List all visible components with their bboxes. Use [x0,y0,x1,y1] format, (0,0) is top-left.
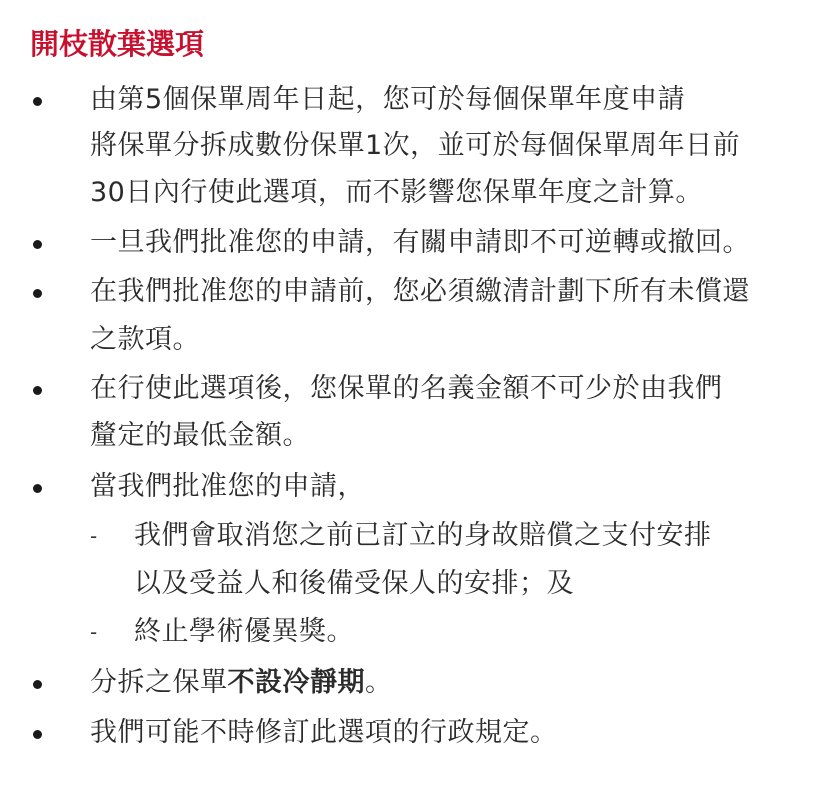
list-item-line: 釐定的最低金額。 [90,420,310,451]
list-item-line: 由第5個保單周年日起，您可於每個保單年度申請 [90,84,686,115]
section-title: 開枝散葉選項 [30,27,205,61]
list-item-line [90,665,393,701]
list-item-line: 在我們批准您的申請前，您必須繳清計劃下所有未償還 [90,276,750,307]
bullet-icon [33,386,42,395]
list-item-line: 一旦我們批准您的申請，有關申請即不可逆轉或撤回。 [90,227,750,258]
bullet-icon [33,680,42,689]
bullet-icon [33,240,42,249]
emphasis-text: 不設冷靜期 [227,667,365,698]
bullet-icon [33,289,42,298]
bullet-icon [33,97,42,106]
list-item-line: 當我們批准您的申請， [90,471,365,502]
sub-item-line: 終止學術優異獎。 [134,616,354,647]
list-item-line: 在行使此選項後，您保單的名義金額不可少於由我們 [90,373,723,404]
list-item-line: 將保單分拆成數份保單1次，並可於每個保單周年日前 [90,130,741,161]
sub-item-line: 以及受益人和後備受保人的安排；及 [134,568,574,599]
list-item-line: 之款項。 [90,324,200,355]
text-suffix: 。 [365,667,393,698]
bullet-icon [33,484,42,493]
text-prefix: 分拆之保單 [90,667,228,698]
list-item-line: 我們可能不時修訂此選項的行政規定。 [90,717,558,748]
sub-item-dash: - [90,620,98,644]
bullet-icon [33,730,42,739]
sub-item-dash: - [90,524,98,548]
sub-item-line: 我們會取消您之前已訂立的身故賠償之支付安排 [134,520,712,551]
list-item-line: 30日內行使此選項，而不影響您保單年度之計算。 [90,177,703,208]
